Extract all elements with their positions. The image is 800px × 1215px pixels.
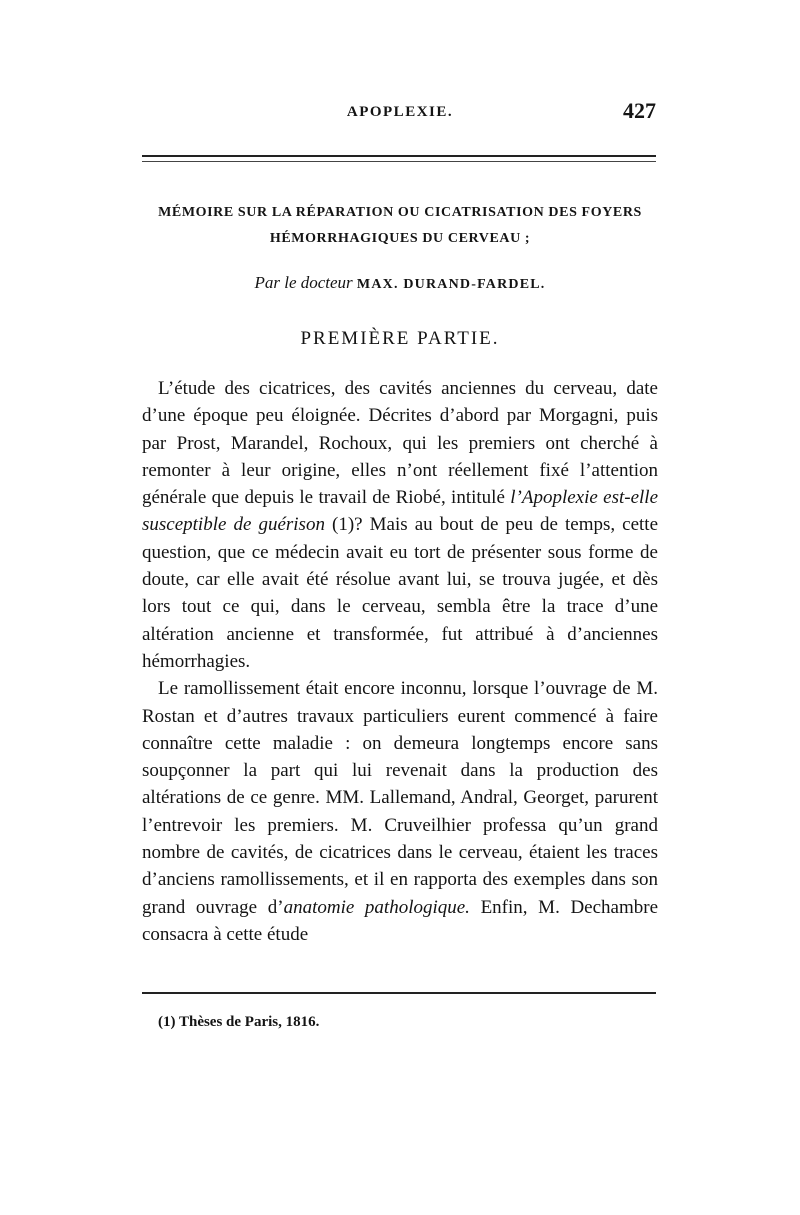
body-text	[142, 375, 658, 948]
running-title: APOPLEXIE.	[346, 104, 454, 120]
byline	[140, 273, 660, 293]
part-heading: PREMIÈRE PARTIE.	[300, 328, 500, 349]
paragraph-1-italic: l’Apoplexie est-elle susceptible de guérison	[142, 487, 658, 536]
paragraph-1-text-b: (1)? Mais au bout de peu de temps, cette question, que ce médecin avait eu tort de présenter sous forme de doute, car elle avait été résolue avant lui, se trouva jugée, et dès lors tout ce qui, dans le cerveau, sembla être la trace d’une altération ancienne et transformée, fut attribué à d’anciennes hémorrhagies.	[142, 514, 659, 672]
paragraph-2-text-a: Le ramollissement était encore inconnu, lorsque l’ouvrage de M. Rostan et d’autres travaux particuliers eurent commencé à faire connaître cette maladie : on demeura longtemps encore sans soupçonner la part qui lui revenait dans la production des altérations de ce genre. MM. Lallemand, Andral, Georget, parurent l’entrevoir les premiers. M. Cruveilhier professa qu’un grand nombre de cavités, de cicatrices dans le cerveau, étaient les traces d’anciens ramollissements, et il en rapporta des exemples dans son grand ouvrage d’	[142, 678, 658, 918]
memoir-title-line-1: MÉMOIRE SUR LA RÉPARATION OU CICATRISATION DES FOYERS	[158, 205, 642, 220]
memoir-title-line-2: HÉMORRHAGIQUES DU CERVEAU ;	[269, 231, 531, 246]
header-rule-thick	[142, 155, 656, 157]
footnote: (1) Thèses de Paris, 1816.	[158, 1014, 320, 1030]
footnote-rule	[142, 992, 656, 994]
paragraph-2-text-b: Enfin, M. Dechambre consacra à cette étude	[142, 896, 659, 945]
page-number: 427	[623, 98, 656, 123]
paragraph-1-text-a: L’étude des cicatrices, des cavités anciennes du cerveau, date d’une époque peu éloignée. Décrites d’abord par Morgagni, puis par Prost, Marandel, Rochoux, qui les premiers ont cherché à remonter à leur origine, elles n’ont réellement fixé l’attention générale que depuis le travail de Riobé, intitulé	[142, 378, 658, 509]
header-rule-thin	[142, 161, 656, 162]
paragraph-1	[142, 375, 658, 675]
memoir-title	[140, 200, 660, 252]
paragraph-2-italic: anatomie pathologique.	[283, 896, 470, 918]
author-name: MAX. DURAND-FARDEL.	[356, 277, 546, 292]
byline-prefix: Par le docteur	[254, 273, 353, 292]
running-head	[140, 98, 660, 128]
paragraph-2	[142, 675, 658, 948]
